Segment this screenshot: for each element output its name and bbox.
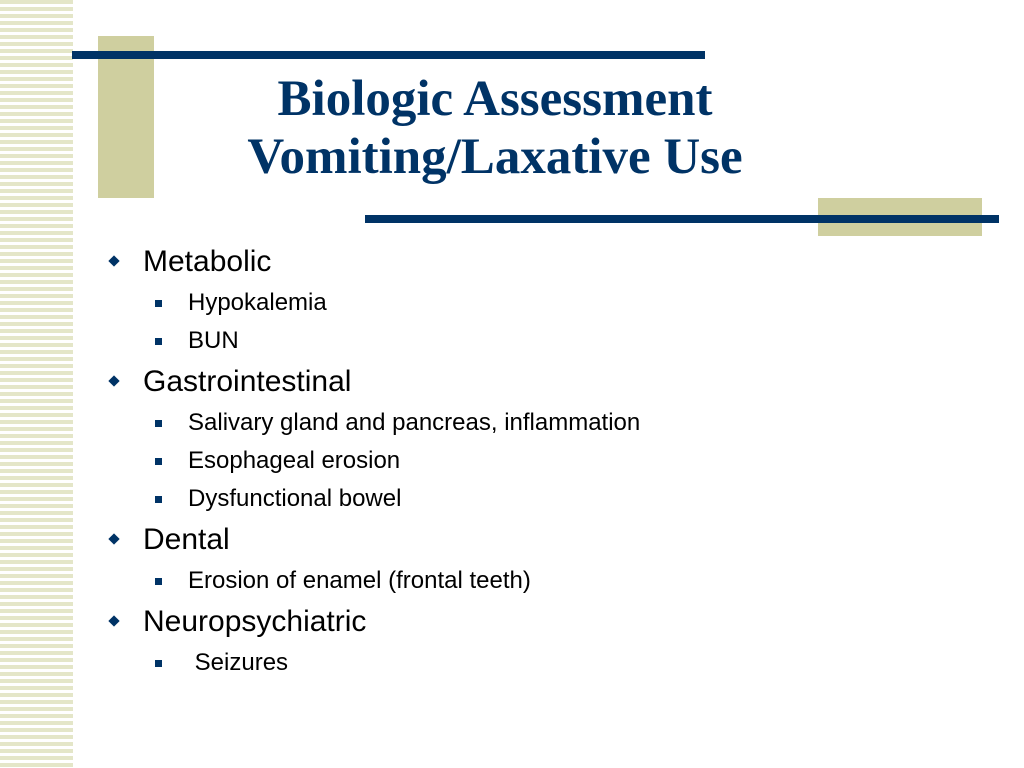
square-bullet-icon xyxy=(155,496,162,503)
outline-item-neuropsychiatric xyxy=(108,600,988,682)
striped-margin-decoration xyxy=(0,0,73,768)
outline-heading: Dental xyxy=(143,523,230,556)
diamond-bullet-icon xyxy=(108,615,119,626)
sub-bullet-list xyxy=(143,562,988,600)
outline-item-metabolic xyxy=(108,240,988,360)
sub-bullet-list xyxy=(143,284,988,360)
outline-item-gastrointestinal xyxy=(108,360,988,518)
sub-bullet-text: BUN xyxy=(188,327,239,354)
sub-bullet-list xyxy=(143,404,988,518)
sub-bullet-text: Hypokalemia xyxy=(188,289,327,316)
sub-bullet-item xyxy=(143,644,988,682)
square-bullet-icon xyxy=(155,578,162,585)
sub-bullet-item xyxy=(143,480,988,518)
square-bullet-icon xyxy=(155,660,162,667)
bullet-outline xyxy=(108,240,988,682)
square-bullet-icon xyxy=(155,420,162,427)
sub-bullet-item xyxy=(143,322,988,360)
title-rule-top xyxy=(72,51,705,59)
sub-bullet-text: Erosion of enamel (frontal teeth) xyxy=(188,567,531,594)
square-bullet-icon xyxy=(155,458,162,465)
title-rule-bottom xyxy=(365,215,999,223)
outline-item-dental xyxy=(108,518,988,600)
slide-title-line-1: Biologic Assessment xyxy=(277,71,713,127)
outline-heading: Gastrointestinal xyxy=(143,365,352,398)
sub-bullet-item xyxy=(143,442,988,480)
sub-bullet-list xyxy=(143,644,988,682)
square-bullet-icon xyxy=(155,338,162,345)
title-accent-block-left xyxy=(98,36,154,198)
sub-bullet-item xyxy=(143,284,988,322)
square-bullet-icon xyxy=(155,300,162,307)
sub-bullet-item xyxy=(143,562,988,600)
sub-bullet-text: Dysfunctional bowel xyxy=(188,485,402,512)
slide-title xyxy=(160,70,830,186)
slide-title-line-2: Vomiting/Laxative Use xyxy=(247,129,743,185)
sub-bullet-text: Seizures xyxy=(188,649,289,676)
diamond-bullet-icon xyxy=(108,255,119,266)
outline-heading: Metabolic xyxy=(143,245,272,278)
diamond-bullet-icon xyxy=(108,375,119,386)
outline-heading: Neuropsychiatric xyxy=(143,605,367,638)
sub-bullet-item xyxy=(143,404,988,442)
sub-bullet-text: Esophageal erosion xyxy=(188,447,401,474)
sub-bullet-text: Salivary gland and pancreas, inflammation xyxy=(188,409,641,436)
diamond-bullet-icon xyxy=(108,533,119,544)
